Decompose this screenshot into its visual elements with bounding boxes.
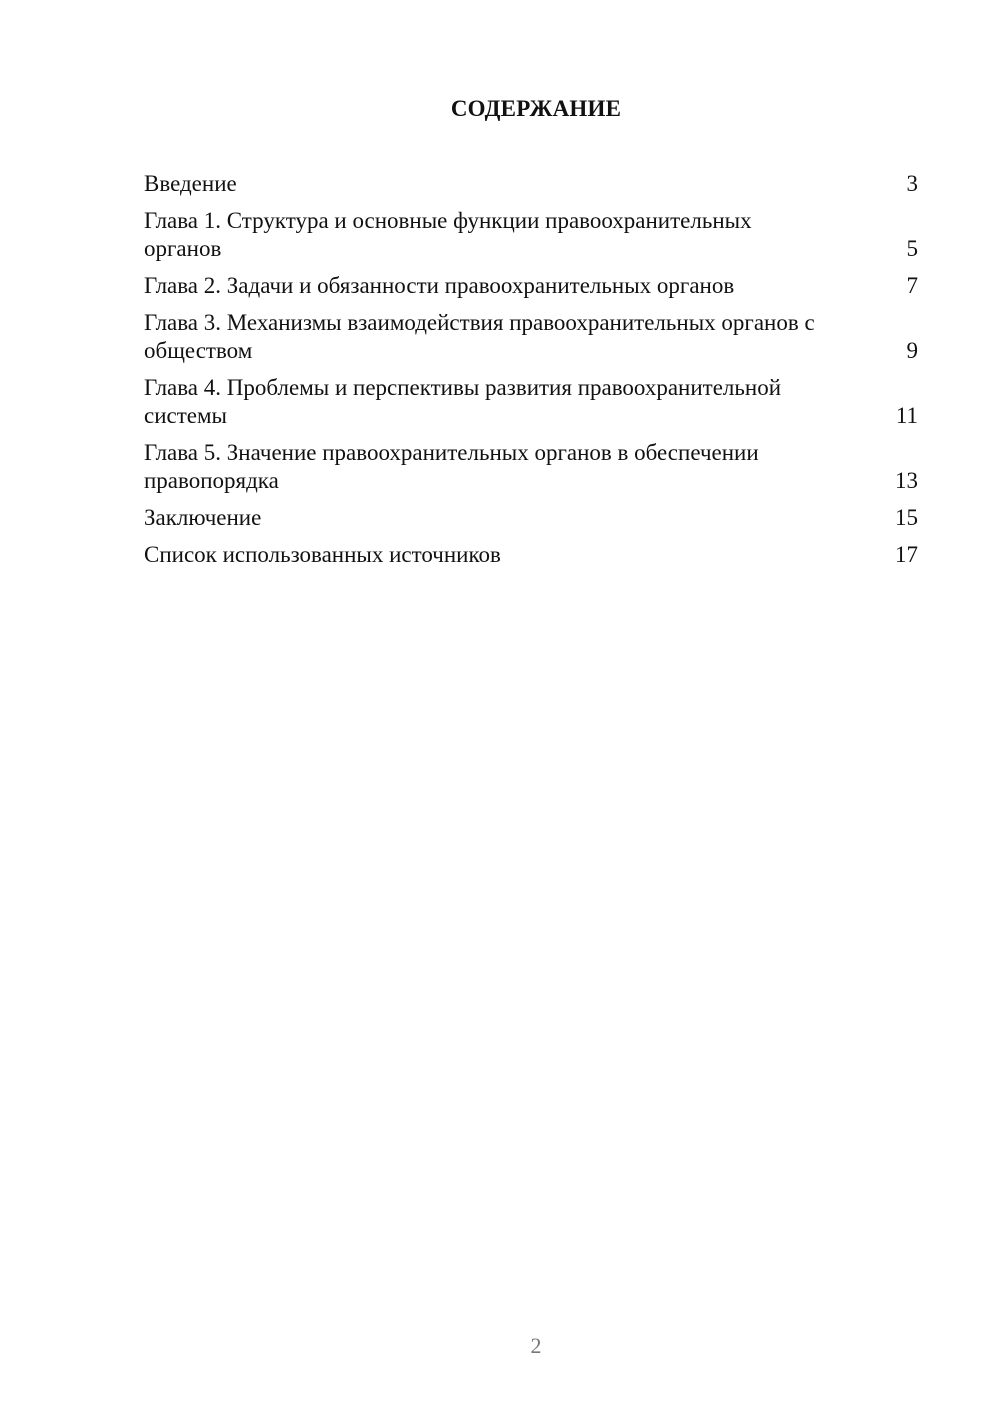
toc-entry-page: 13 (895, 468, 918, 493)
toc-entry-page: 17 (895, 542, 918, 567)
toc-entry-chapter-5 (144, 439, 918, 495)
page-title: СОДЕРЖАНИЕ (450, 96, 622, 121)
toc-entry-introduction (144, 170, 918, 198)
toc-entry-chapter-2 (144, 272, 918, 300)
toc-entry-page: 9 (906, 338, 918, 363)
toc-entry-page: 5 (906, 236, 918, 261)
toc-entry-label: Введение (144, 171, 237, 196)
toc-entry-conclusion (144, 504, 918, 532)
toc-entry-page: 7 (906, 273, 918, 298)
toc-entry-label: Заключение (144, 505, 262, 530)
page-number: 2 (530, 1333, 542, 1358)
toc-entry-references (144, 541, 918, 569)
toc-entry-label: Глава 3. Механизмы взаимодействия правоохранительных органов с обществом (144, 310, 815, 363)
toc-entry-page: 3 (906, 171, 918, 196)
toc-entry-label: Глава 1. Структура и основные функции правоохранительных органов (144, 208, 752, 261)
toc-entry-chapter-4 (144, 374, 918, 430)
toc-entry-label: Глава 4. Проблемы и перспективы развития правоохранительной системы (144, 375, 782, 428)
toc-entry-chapter-1 (144, 207, 918, 263)
toc-entry-label: Глава 5. Значение правоохранительных органов в обеспечении правопорядка (144, 440, 759, 493)
toc-entry-label: Список использованных источников (144, 542, 501, 567)
toc-entry-chapter-3 (144, 309, 918, 365)
toc-entry-page: 11 (895, 403, 918, 428)
table-of-contents (144, 170, 918, 578)
toc-entry-page: 15 (895, 505, 918, 530)
toc-entry-label: Глава 2. Задачи и обязанности правоохранительных органов (144, 273, 735, 298)
